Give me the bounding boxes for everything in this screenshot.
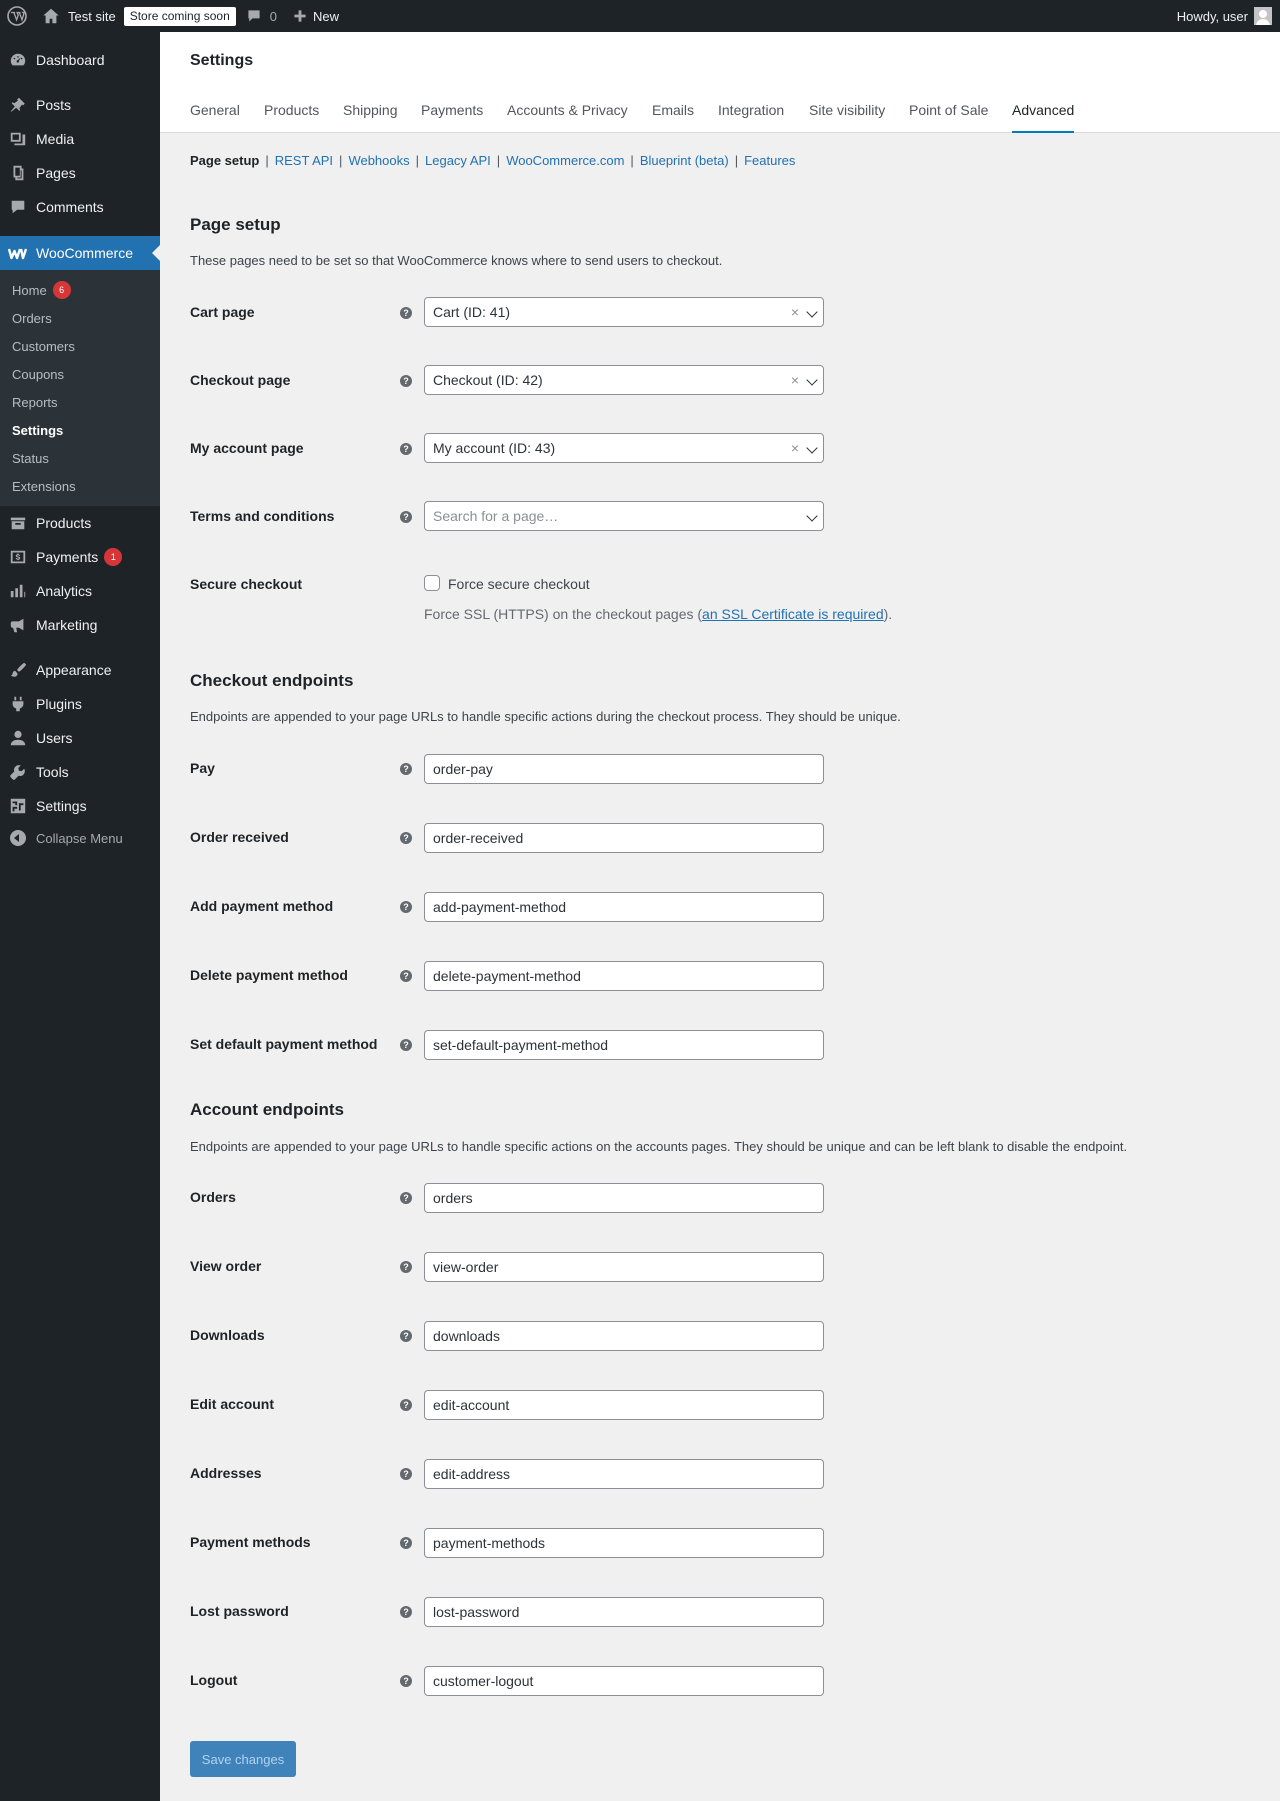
page-setup-heading: Page setup (190, 215, 281, 234)
tab-payments[interactable]: Payments (421, 102, 484, 118)
checkout-page-label: Checkout page (190, 372, 291, 388)
help-icon[interactable]: ? (400, 1192, 412, 1204)
payment-methods-endpoint-input[interactable] (424, 1528, 824, 1558)
help-icon[interactable]: ? (400, 970, 412, 982)
new-label: New (312, 8, 339, 24)
tab-point-of-sale[interactable]: Point of Sale (909, 102, 989, 118)
wordpress-logo-icon[interactable] (0, 0, 34, 32)
settings-header (160, 32, 1280, 133)
tab-advanced[interactable]: Advanced (1012, 102, 1074, 133)
submenu-label: Reports (12, 394, 58, 410)
pushpin-icon (0, 96, 36, 114)
comment-icon (0, 198, 36, 216)
plus-icon (293, 9, 307, 23)
plug-icon (0, 695, 36, 713)
help-icon[interactable]: ? (400, 1261, 412, 1273)
sidebar-label: Products (36, 515, 92, 531)
chevron-down-icon (806, 374, 817, 385)
sidebar-item-appearance[interactable] (0, 653, 160, 687)
separator: | (734, 153, 739, 168)
orders-endpoint-input[interactable] (424, 1183, 824, 1213)
sidebar-item-dashboard[interactable] (0, 43, 160, 77)
subsection-blueprint[interactable]: Blueprint (beta) (639, 153, 729, 168)
help-icon[interactable]: ? (400, 901, 412, 913)
help-icon[interactable]: ? (400, 832, 412, 844)
add-payment-method-endpoint-input[interactable] (424, 892, 824, 922)
sidebar-item-tools[interactable] (0, 755, 160, 789)
account-endpoints-description: Endpoints are appended to your page URLs to handle specific actions on the accounts pages. They should be unique and can be left blank to disable the endpoint. (190, 1139, 1128, 1154)
separator: | (630, 153, 634, 168)
submenu-label: Orders (12, 310, 52, 326)
separator: | (339, 153, 343, 168)
order-received-endpoint-label: Order received (190, 829, 289, 845)
submenu-label: Customers (12, 338, 75, 354)
sidebar-label: Pages (36, 165, 76, 181)
checkout-endpoints-heading: Checkout endpoints (190, 671, 354, 690)
subsection-page-setup[interactable]: Page setup (190, 153, 260, 168)
sidebar-label: WooCommerce (36, 245, 133, 261)
admin-sidebar (0, 32, 160, 1801)
terms-page-select[interactable] (424, 501, 824, 531)
store-status-badge[interactable]: Store coming soon (124, 7, 236, 26)
admin-bar (0, 0, 1280, 32)
submenu-item-settings[interactable] (12, 418, 63, 442)
avatar (1254, 7, 1272, 25)
my-account-page-label: My account page (190, 440, 304, 456)
separator: | (415, 153, 420, 168)
subsection-legacy-api[interactable]: Legacy API (425, 153, 491, 168)
sidebar-label: Payments (36, 549, 99, 565)
tab-site-visibility[interactable]: Site visibility (809, 102, 886, 118)
user-icon (0, 729, 36, 747)
home-icon (42, 7, 60, 25)
subsection-webhooks[interactable]: Webhooks (348, 153, 410, 168)
downloads-endpoint-label: Downloads (190, 1327, 265, 1343)
select-placeholder: Search for a page… (433, 508, 559, 524)
sidebar-item-woocommerce[interactable] (0, 236, 160, 270)
my-account-link[interactable] (1177, 7, 1280, 25)
comments-link[interactable] (238, 0, 285, 32)
submenu-item-status[interactable] (12, 446, 49, 470)
submenu-item-extensions[interactable] (12, 474, 76, 498)
submenu-item-reports[interactable] (12, 390, 58, 414)
woocommerce-icon (0, 246, 36, 260)
new-content-link[interactable] (285, 0, 347, 32)
add-payment-method-endpoint-label: Add payment method (190, 898, 334, 914)
submenu-item-home[interactable] (12, 278, 71, 302)
select-value: Cart (ID: 41) (433, 304, 511, 320)
sidebar-item-products[interactable] (0, 506, 160, 540)
chevron-down-icon (806, 442, 817, 453)
help-icon[interactable]: ? (400, 1537, 412, 1549)
description-text: Force SSL (HTTPS) on the checkout pages ( (424, 606, 703, 622)
addresses-endpoint-input[interactable] (424, 1459, 824, 1489)
archive-icon (0, 514, 36, 532)
clear-icon[interactable]: × (790, 440, 799, 456)
description-text: ). (883, 606, 893, 622)
view-order-endpoint-input[interactable] (424, 1252, 824, 1282)
separator: | (265, 153, 269, 168)
sidebar-item-plugins[interactable] (0, 687, 160, 721)
tab-emails[interactable]: Emails (652, 102, 695, 118)
submenu-label: Home (12, 282, 47, 298)
sidebar-item-payments[interactable] (0, 540, 160, 574)
sidebar-label: Media (36, 131, 75, 147)
sidebar-label: Plugins (36, 696, 82, 712)
payments-icon (0, 548, 36, 566)
notification-badge: 1 (104, 548, 122, 566)
select-value: Checkout (ID: 42) (433, 372, 543, 388)
help-icon[interactable]: ? (400, 1468, 412, 1480)
sidebar-label: Appearance (36, 662, 112, 678)
collapse-menu-button[interactable] (0, 821, 160, 855)
sidebar-item-media[interactable] (0, 122, 160, 156)
page-setup-description: These pages need to be set so that WooCommerce knows where to send users to checkout. (190, 253, 723, 268)
sidebar-label: Users (36, 730, 73, 746)
tab-general[interactable]: General (190, 102, 240, 118)
submenu-label: Settings (12, 422, 64, 438)
terms-page-label: Terms and conditions (190, 508, 335, 524)
submenu-item-customers[interactable] (12, 334, 75, 358)
sidebar-item-comments[interactable] (0, 190, 160, 224)
comment-icon (246, 8, 262, 24)
edit-account-endpoint-input[interactable] (424, 1390, 824, 1420)
brush-icon (0, 661, 36, 679)
clear-icon[interactable]: × (790, 304, 799, 320)
subsection-rest-api[interactable]: REST API (274, 153, 334, 168)
subsection-woocommerce-com[interactable]: WooCommerce.com (506, 153, 625, 168)
sidebar-label: Tools (36, 764, 69, 780)
sidebar-label: Posts (36, 97, 72, 113)
cart-page-select[interactable] (424, 297, 824, 327)
submenu-item-coupons[interactable] (12, 362, 64, 386)
help-icon[interactable]: ? (400, 763, 412, 775)
set-default-payment-method-endpoint-label: Set default payment method (190, 1036, 378, 1052)
edit-account-endpoint-label: Edit account (190, 1396, 275, 1412)
force-secure-checkbox[interactable] (424, 575, 440, 591)
sidebar-item-posts[interactable] (0, 88, 160, 122)
secure-checkout-label: Secure checkout (190, 576, 303, 592)
page-title: Settings (190, 52, 254, 69)
payment-methods-endpoint-label: Payment methods (190, 1534, 311, 1550)
site-name-link[interactable] (34, 0, 124, 32)
checkout-page-select[interactable] (424, 365, 824, 395)
tab-integration[interactable]: Integration (718, 102, 785, 118)
addresses-endpoint-label: Addresses (190, 1465, 262, 1481)
comments-count: 0 (269, 8, 277, 24)
sidebar-label: Marketing (36, 617, 98, 633)
sidebar-item-users[interactable] (0, 721, 160, 755)
my-account-page-select[interactable] (424, 433, 824, 463)
delete-payment-method-endpoint-label: Delete payment method (190, 967, 348, 983)
select-value: My account (ID: 43) (433, 440, 556, 456)
sidebar-item-pages[interactable] (0, 156, 160, 190)
help-icon[interactable]: ? (400, 1399, 412, 1411)
force-secure-checkbox-label[interactable]: Force secure checkout (448, 576, 590, 592)
order-received-endpoint-input[interactable] (424, 823, 824, 853)
collapse-icon (0, 830, 36, 846)
separator: | (496, 153, 501, 168)
chevron-down-icon (806, 510, 817, 521)
chevron-down-icon (806, 306, 817, 317)
bar-chart-icon (0, 582, 36, 600)
checkout-endpoints-description: Endpoints are appended to your page URLs to handle specific actions during the checkout process. They should be unique. (190, 709, 901, 724)
submenu-item-orders[interactable] (12, 306, 52, 330)
settings-icon (0, 797, 36, 815)
save-changes-button[interactable]: Save changes (190, 1741, 296, 1777)
pay-endpoint-input[interactable] (424, 754, 824, 784)
megaphone-icon (0, 616, 36, 634)
subsection-features[interactable]: Features (744, 153, 796, 168)
subsection-nav (190, 153, 795, 168)
sidebar-item-marketing[interactable] (0, 608, 160, 642)
submenu-label: Coupons (12, 366, 65, 382)
pages-icon (0, 164, 36, 182)
cart-page-label: Cart page (190, 304, 255, 320)
sidebar-label: Dashboard (36, 52, 105, 68)
lost-password-endpoint-input[interactable] (424, 1597, 824, 1627)
help-icon[interactable]: ? (400, 375, 412, 387)
dashboard-icon (0, 51, 36, 69)
ssl-certificate-link[interactable]: an SSL Certificate is required (702, 606, 884, 622)
orders-endpoint-label: Orders (190, 1189, 236, 1205)
woocommerce-submenu (0, 270, 160, 506)
help-icon[interactable]: ? (400, 443, 412, 455)
help-icon[interactable]: ? (400, 1330, 412, 1342)
sidebar-label: Analytics (36, 583, 93, 599)
help-icon[interactable]: ? (400, 511, 412, 523)
notification-badge: 6 (53, 281, 71, 299)
submenu-label: Extensions (12, 478, 76, 494)
account-endpoints-heading: Account endpoints (190, 1100, 344, 1119)
media-icon (0, 130, 36, 148)
submenu-label: Status (12, 450, 49, 466)
lost-password-endpoint-label: Lost password (190, 1603, 289, 1619)
tab-shipping[interactable]: Shipping (343, 102, 398, 118)
help-icon[interactable]: ? (400, 307, 412, 319)
clear-icon[interactable]: × (790, 372, 799, 388)
howdy-greeting: Howdy, user (1176, 8, 1248, 24)
site-name: Test site (68, 8, 116, 24)
logout-endpoint-label: Logout (190, 1672, 238, 1688)
downloads-endpoint-input[interactable] (424, 1321, 824, 1351)
sidebar-label: Comments (36, 199, 104, 215)
sidebar-label: Settings (36, 798, 87, 814)
logout-endpoint-input[interactable] (424, 1666, 824, 1696)
sidebar-item-settings[interactable] (0, 789, 160, 823)
help-icon[interactable]: ? (400, 1039, 412, 1051)
wrench-icon (0, 763, 36, 781)
tab-accounts-privacy[interactable]: Accounts & Privacy (507, 102, 628, 118)
pay-endpoint-label: Pay (190, 760, 215, 776)
sidebar-item-analytics[interactable] (0, 574, 160, 608)
tab-products[interactable]: Products (264, 102, 320, 118)
set-default-payment-method-endpoint-input[interactable] (424, 1030, 824, 1060)
help-icon[interactable]: ? (400, 1675, 412, 1687)
view-order-endpoint-label: View order (190, 1258, 262, 1274)
help-icon[interactable]: ? (400, 1606, 412, 1618)
collapse-label: Collapse Menu (36, 830, 123, 846)
delete-payment-method-endpoint-input[interactable] (424, 961, 824, 991)
secure-checkout-description (424, 606, 892, 622)
